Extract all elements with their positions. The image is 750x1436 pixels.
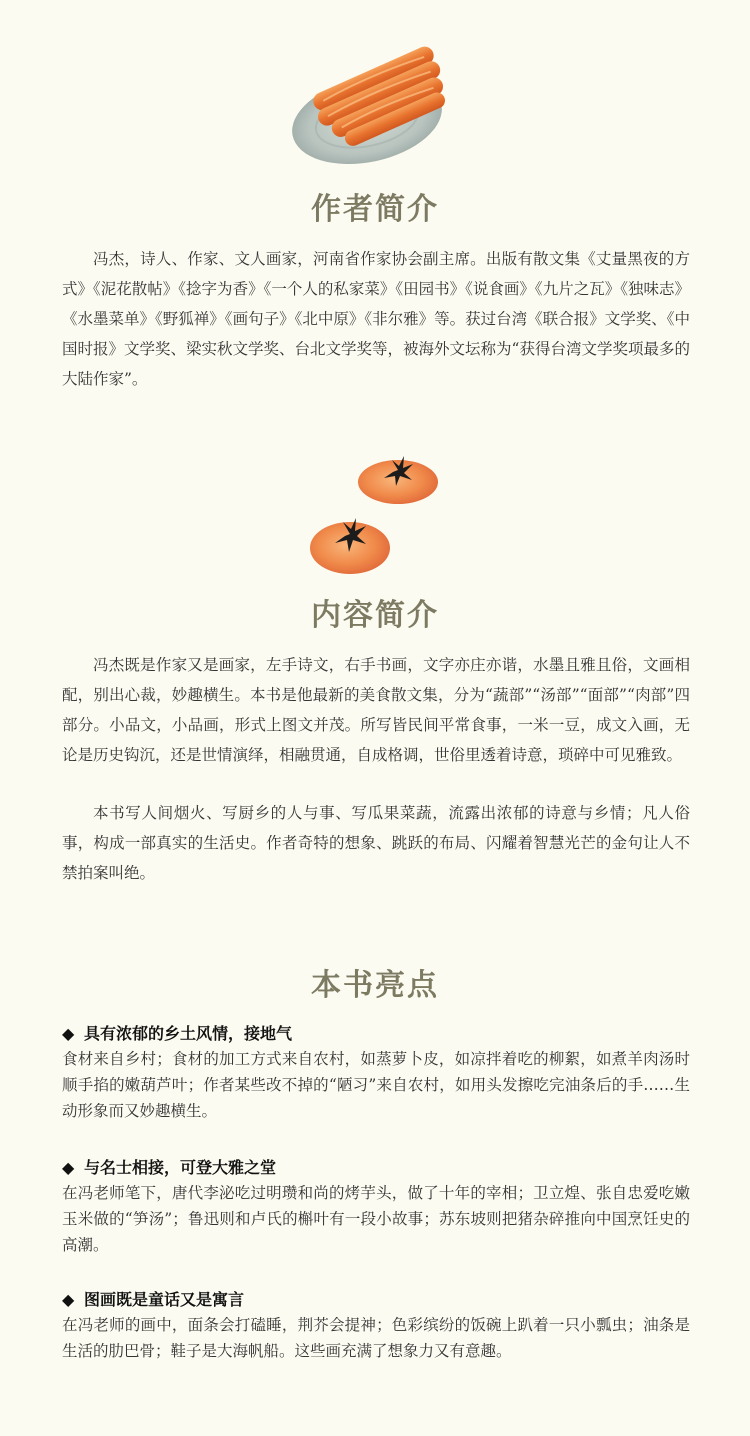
author-section-title: 作者简介 [311,192,439,227]
highlight-heading-text: 与名士相接，可登大雅之堂 [84,1158,277,1177]
diamond-bullet-icon: ◆ [62,1024,75,1043]
content-section-title: 内容简介 [311,598,439,633]
highlight-heading-text: 具有浓郁的乡土风情，接地气 [84,1024,293,1043]
diamond-bullet-icon: ◆ [62,1158,75,1177]
author-paragraph: 冯杰，诗人、作家、文人画家，河南省作家协会副主席。出版有散文集《丈量黑夜的方式》《泥花散帖》《捻字为香》《一个人的私家菜》《田园书》《说食画》《九片之瓦》《独味志》《水墨菜单》《野狐禅》《画句子》《北中原》《非尔雅》等。获过台湾《联合报》文学奖、《中国时报》文学奖、梁实秋文学奖、台北文学奖等，被海外文坛称为“获得台湾文学奖项最多的大陆作家”。 [62,250,690,388]
diamond-bullet-icon: ◆ [62,1290,75,1309]
highlight-body: 在冯老师的画中，面条会打磕睡，荆芥会提神；色彩缤纷的饭碗上趴着一只小瓢虫；油条是生活的肋巴骨；鞋子是大海帆船。这些画充满了想象力又有意趣。 [62,1316,690,1360]
highlight-heading [62,1288,690,1312]
persimmon-illustration [300,448,450,583]
highlights-section-title: 本书亮点 [311,968,439,1003]
content-paragraph-1: 冯杰既是作家又是画家，左手诗文，右手书画，文字亦庄亦谐，水墨且雅且俗，文画相配，别出心裁，妙趣横生。本书是他最新的美食散文集，分为“蔬部”“汤部”“面部”“肉部”四部分。小品文，小品画，形式上图文并茂。所写皆民间平常食事，一米一豆，成文入画，无论是历史钩沉，还是世情演绎，相融贯通，自成格调，世俗里透着诗意，琐碎中可见雅致。 [62,656,690,764]
content-paragraph-2: 本书写人间烟火、写厨乡的人与事、写瓜果菜蔬，流露出浓郁的诗意与乡情；凡人俗事，构成一部真实的生活史。作者奇特的想象、跳跃的布局、闪耀着智慧光芒的金句让人不禁拍案叫绝。 [62,804,690,882]
highlight-body: 食材来自乡村；食材的加工方式来自农村，如蒸萝卜皮，如凉拌着吃的柳絮，如煮羊肉汤时顺手掐的嫩葫芦叶；作者某些改不掉的“陋习”来自农村，如用头发擦吃完油条后的手……生动形象而又妙趣横生。 [62,1050,690,1120]
highlight-body: 在冯老师笔下，唐代李泌吃过明瓒和尚的烤芋头，做了十年的宰相；卫立煌、张自忠爱吃嫩玉米做的“笋汤”；鲁迅则和卢氏的槲叶有一段小故事；苏东坡则把猪杂碎推向中国烹饪史的高潮。 [62,1184,690,1254]
highlight-heading [62,1156,690,1180]
highlight-heading-text: 图画既是童话又是寓言 [84,1290,245,1309]
highlight-heading [62,1022,690,1046]
youtiao-plate-illustration [285,28,465,168]
